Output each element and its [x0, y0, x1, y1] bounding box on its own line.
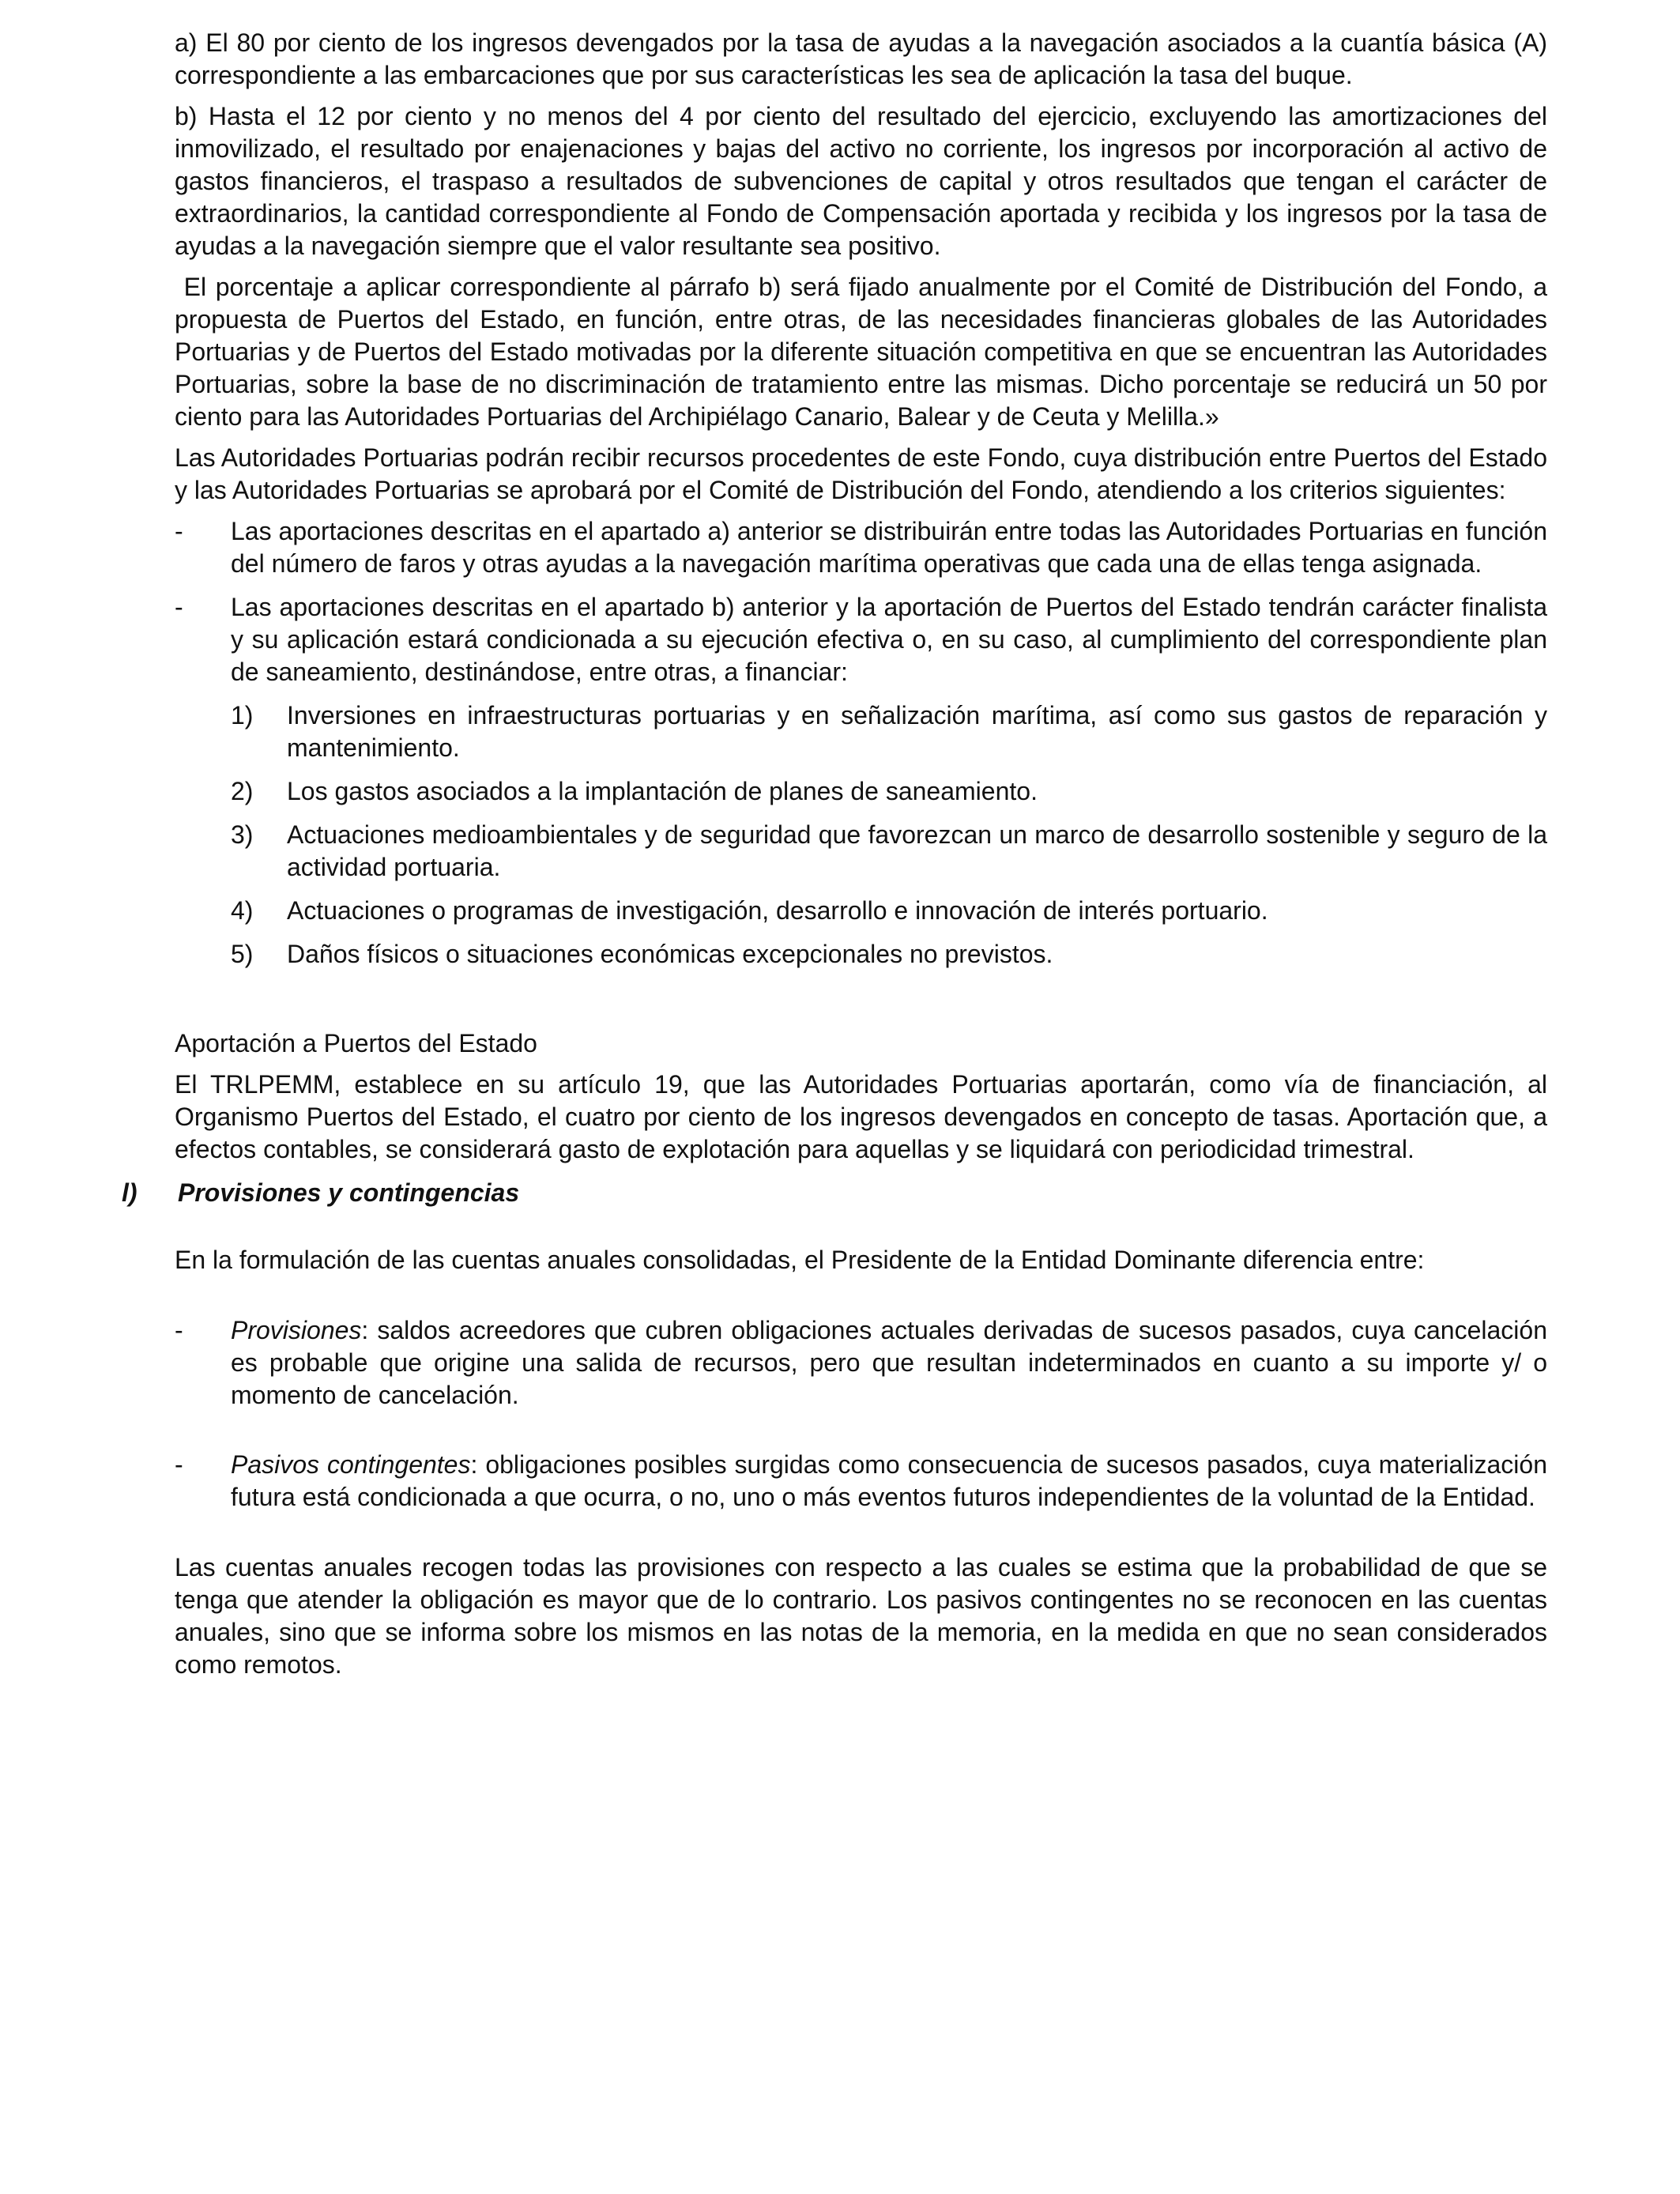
term-pasivos-contingentes: Pasivos contingentes	[231, 1450, 471, 1479]
term-provisiones: Provisiones	[231, 1316, 362, 1344]
closing-paragraph: Las cuentas anuales recogen todas las provisiones con respecto a las cuales se estima que la probabilidad de que se tenga que atender la obligación es mayor que de lo contrario. Los pasivos contingentes no se reconocen en las cuentas anuales, sino que se informa sobre los mismos en las notas de la memoria, en la medida en que no sean considerados como remotos.	[175, 1553, 1547, 1679]
provisiones-text: : saldos acreedores que cubren obligaciones actuales derivadas de sucesos pasados, cuya cancelación es probable que origine una salida de recursos, pero que resultan indeterminados en cuanto a su importe y/ o momento de cancelación.	[231, 1316, 1547, 1409]
paragraph-porcentaje: El porcentaje a aplicar correspondiente al párrafo b) será fijado anualmente por el Comité de Distribución del Fondo, a propuesta de Puertos del Estado, en función, entre otras, de las necesidades financieras globales de las Autoridades Portuarias y de Puertos del Estado motivadas por la diferente situación competitiva en que se encuentran las Autoridades Portuarias, sobre la base de no discriminación de tratamiento entre las mismas. Dicho porcentaje se reducirá un 50 por ciento para las Autoridades Portuarias del Archipiélago Canario, Balear y de Ceuta y Melilla.»	[175, 273, 1554, 431]
number-marker: 1)	[231, 701, 254, 729]
document-body	[122, 27, 1554, 1681]
paragraph-b: b) Hasta el 12 por ciento y no menos del 4 por ciento del resultado del ejercicio, excluyendo las amortizaciones del inmovilizado, el resultado por enajenaciones y bajas del activo no corriente, los ingresos por incorporación al activo de gastos financieros, el traspaso a resultados de subvenciones de capital y otros resultados que tengan el carácter de extraordinarios, la cantidad correspondiente al Fondo de Compensación aportada y recibida y los ingresos por la tasa de ayudas a la navegación siempre que el valor resultante sea positivo.	[175, 102, 1547, 260]
aportacion-heading: Aportación a Puertos del Estado	[175, 1029, 537, 1057]
paragraph-fondo: Las Autoridades Portuarias podrán recibir recursos procedentes de este Fondo, cuya distribución entre Puertos del Estado y las Autoridades Portuarias se aprobará por el Comité de Distribución del Fondo, atendiendo a los criterios siguientes:	[175, 443, 1547, 504]
number-marker: 3)	[231, 820, 254, 849]
dash-item-1	[175, 515, 1547, 580]
number-marker: 4)	[231, 896, 254, 925]
dash-item-2	[175, 591, 1547, 688]
numbered-item-2	[231, 775, 1547, 808]
dash-item-text: Las aportaciones descritas en el apartado a) anterior se distribuirán entre todas las Autoridades Portuarias en función del número de faros y otras ayudas a la navegación marítima operativas que cada una de ellas tenga asignada.	[231, 517, 1547, 578]
paragraph-a: a) El 80 por ciento de los ingresos devengados por la tasa de ayudas a la navegación asociados a la cuantía básica (A) correspondiente a las embarcaciones que por sus características les sea de aplicación la tasa del buque.	[175, 28, 1547, 89]
section-heading-l	[122, 1177, 1547, 1209]
dash-item-text: Las aportaciones descritas en el apartado b) anterior y la aportación de Puertos del Estado tendrán carácter finalista y su aplicación estará condicionada a su ejecución efectiva o, en su caso, al cumplimiento del correspondiente plan de saneamiento, destinándose, entre otras, a financiar:	[231, 593, 1547, 686]
number-marker: 5)	[231, 940, 254, 968]
numbered-item-5	[231, 938, 1547, 971]
numbered-item-text: Los gastos asociados a la implantación de planes de saneamiento.	[287, 777, 1038, 805]
dash-marker: -	[175, 593, 183, 621]
numbered-item-text: Daños físicos o situaciones económicas excepcionales no previstos.	[287, 940, 1053, 968]
numbered-item-text: Actuaciones medioambientales y de seguridad que favorezcan un marco de desarrollo sostenible y seguro de la actividad portuaria.	[287, 820, 1547, 881]
numbered-item-text: Actuaciones o programas de investigación, desarrollo e innovación de interés portuario.	[287, 896, 1268, 925]
pasivos-item	[175, 1449, 1547, 1514]
section-intro: En la formulación de las cuentas anuales consolidadas, el Presidente de la Entidad Dominante diferencia entre:	[175, 1246, 1425, 1274]
aportacion-text: El TRLPEMM, establece en su artículo 19, que las Autoridades Portuarias aportarán, como vía de financiación, al Organismo Puertos del Estado, el cuatro por ciento de los ingresos devengados en concepto de tasas. Aportación que, a efectos contables, se considerará gasto de explotación para aquellas y se liquidará con periodicidad trimestral.	[175, 1070, 1547, 1163]
numbered-item-1	[231, 699, 1547, 764]
dash-marker: -	[175, 517, 183, 545]
number-marker: 2)	[231, 777, 254, 805]
provisiones-item	[175, 1314, 1547, 1412]
numbered-item-3	[231, 819, 1547, 884]
section-title: Provisiones y contingencias	[178, 1178, 520, 1207]
dash-marker: -	[175, 1450, 183, 1479]
dash-marker: -	[175, 1316, 183, 1344]
numbered-item-4	[231, 895, 1547, 927]
numbered-item-text: Inversiones en infraestructuras portuarias y en señalización marítima, así como sus gastos de reparación y mantenimiento.	[287, 701, 1547, 762]
pasivos-text: : obligaciones posibles surgidas como consecuencia de sucesos pasados, cuya materialización futura está condicionada a que ocurra, o no, uno o más eventos futuros independientes de la voluntad de la Entidad.	[231, 1450, 1548, 1511]
section-letter: l)	[122, 1178, 137, 1207]
